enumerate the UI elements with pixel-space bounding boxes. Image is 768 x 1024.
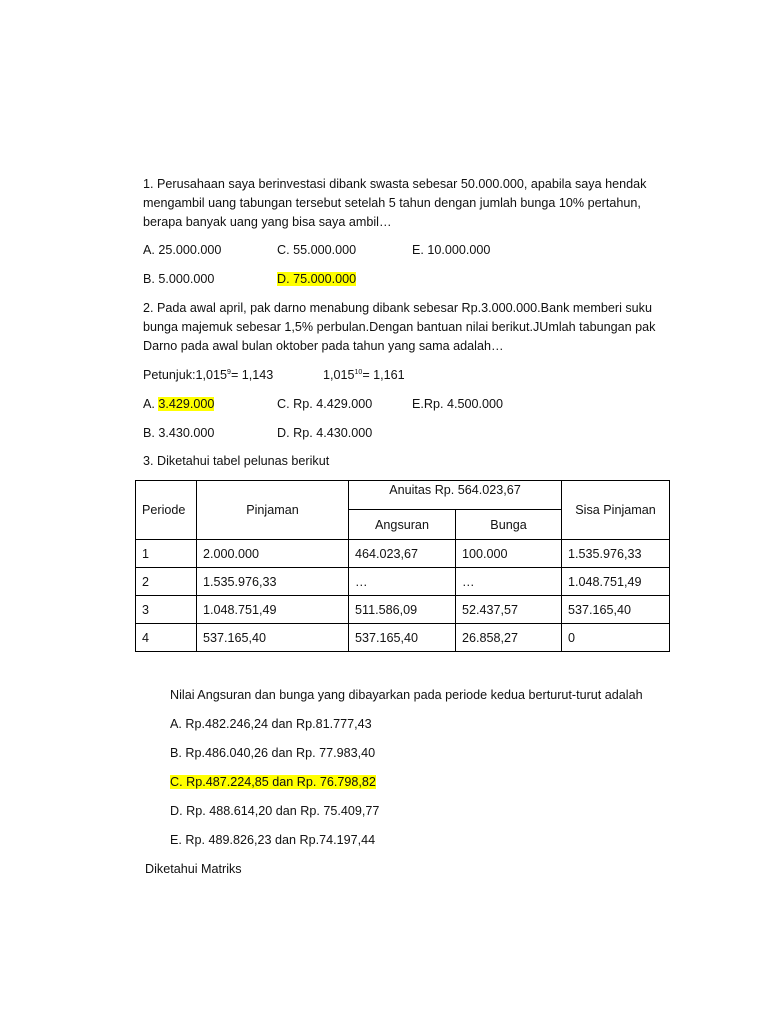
q3-option-c-highlighted — [170, 774, 376, 790]
cell-sisa: 1.535.976,33 — [562, 540, 670, 568]
cell-bunga: … — [456, 568, 562, 596]
cell-angsuran: 511.586,09 — [349, 596, 456, 624]
header-periode: Periode — [136, 481, 197, 540]
q2-hint-value-2: = 1,161 — [362, 368, 405, 382]
cell-bunga: 26.858,27 — [456, 624, 562, 652]
q3-option-d: D. Rp. 488.614,20 dan Rp. 75.409,77 — [170, 804, 380, 818]
cell-pinjaman: 1.048.751,49 — [197, 596, 349, 624]
cell-pinjaman: 2.000.000 — [197, 540, 349, 568]
pelunasan-table — [135, 480, 670, 652]
cell-periode: 4 — [136, 624, 197, 652]
q1-option-d-highlighted — [277, 271, 356, 287]
q2-option-d: D. Rp. 4.430.000 — [277, 426, 373, 440]
cell-angsuran: … — [349, 568, 456, 596]
q2-option-c: C. Rp. 4.429.000 — [277, 397, 373, 411]
q2-option-b: B. 3.430.000 — [143, 426, 215, 440]
q3-question: Nilai Angsuran dan bunga yang dibayarkan pada periode kedua berturut-turut adalah — [170, 688, 643, 702]
q2-option-a-prefix: A. — [143, 397, 159, 411]
table-row — [136, 624, 670, 652]
cell-pinjaman: 537.165,40 — [197, 624, 349, 652]
q2-hint-2 — [323, 367, 405, 383]
cell-sisa: 537.165,40 — [562, 596, 670, 624]
q3-option-c-text: C. Rp.487.224,85 dan Rp. 76.798,82 — [170, 775, 376, 789]
q1-option-c: C. 55.000.000 — [277, 243, 357, 257]
table-row — [136, 568, 670, 596]
q1-option-d-text: D. 75.000.000 — [277, 272, 357, 286]
header-sisa-pinjaman: Sisa Pinjaman — [562, 481, 670, 540]
cell-sisa: 0 — [562, 624, 670, 652]
q1-line-3: berapa banyak uang yang bisa saya ambil… — [143, 215, 392, 229]
cell-bunga: 100.000 — [456, 540, 562, 568]
cell-angsuran: 464.023,67 — [349, 540, 456, 568]
header-pinjaman: Pinjaman — [197, 481, 349, 540]
q2-hint-base-2: 1,015 — [323, 368, 355, 382]
header-angsuran: Angsuran — [349, 510, 456, 540]
header-bunga: Bunga — [456, 510, 562, 540]
q3-option-a: A. Rp.482.246,24 dan Rp.81.777,43 — [170, 717, 372, 731]
q2-hint-exp-2: 10 — [354, 369, 363, 376]
footer-text: Diketahui Matriks — [145, 862, 242, 876]
cell-angsuran: 537.165,40 — [349, 624, 456, 652]
q2-option-a — [143, 396, 214, 412]
q2-hint-exp-1: 9 — [227, 369, 231, 376]
q1-option-b: B. 5.000.000 — [143, 272, 215, 286]
q2-option-a-value-highlighted: 3.429.000 — [158, 397, 215, 411]
q1-line-2: mengambil uang tabungan tersebut setelah 5 tahun dengan jumlah bunga 10% pertahun, — [143, 196, 641, 210]
cell-periode: 3 — [136, 596, 197, 624]
q2-line-2: bunga majemuk sebesar 1,5% perbulan.Dengan bantuan nilai berikut.JUmlah tabungan pak — [143, 320, 656, 334]
q2-hint-value-1: = 1,143 — [230, 368, 274, 382]
q1-line-1: 1. Perusahaan saya berinvestasi dibank swasta sebesar 50.000.000, apabila saya hendak — [143, 177, 647, 191]
cell-periode: 2 — [136, 568, 197, 596]
table-header-row — [136, 481, 670, 510]
table-row — [136, 596, 670, 624]
q3-intro: 3. Diketahui tabel pelunas berikut — [143, 454, 330, 468]
cell-bunga: 52.437,57 — [456, 596, 562, 624]
q2-hint-prefix: Petunjuk:1,015 — [143, 368, 228, 382]
q3-option-e: E. Rp. 489.826,23 dan Rp.74.197,44 — [170, 833, 376, 847]
table-row — [136, 540, 670, 568]
q2-hint-1 — [143, 367, 273, 383]
q3-option-b: B. Rp.486.040,26 dan Rp. 77.983,40 — [170, 746, 376, 760]
q2-line-1: 2. Pada awal april, pak darno menabung dibank sebesar Rp.3.000.000.Bank memberi suku — [143, 301, 652, 315]
cell-pinjaman: 1.535.976,33 — [197, 568, 349, 596]
q2-option-e: E.Rp. 4.500.000 — [412, 397, 504, 411]
cell-sisa: 1.048.751,49 — [562, 568, 670, 596]
header-anuitas: Anuitas Rp. 564.023,67 — [349, 481, 562, 510]
q2-line-3: Darno pada awal bulan oktober pada tahun yang sama adalah… — [143, 339, 504, 353]
cell-periode: 1 — [136, 540, 197, 568]
q1-option-a: A. 25.000.000 — [143, 243, 222, 257]
q1-option-e: E. 10.000.000 — [412, 243, 491, 257]
